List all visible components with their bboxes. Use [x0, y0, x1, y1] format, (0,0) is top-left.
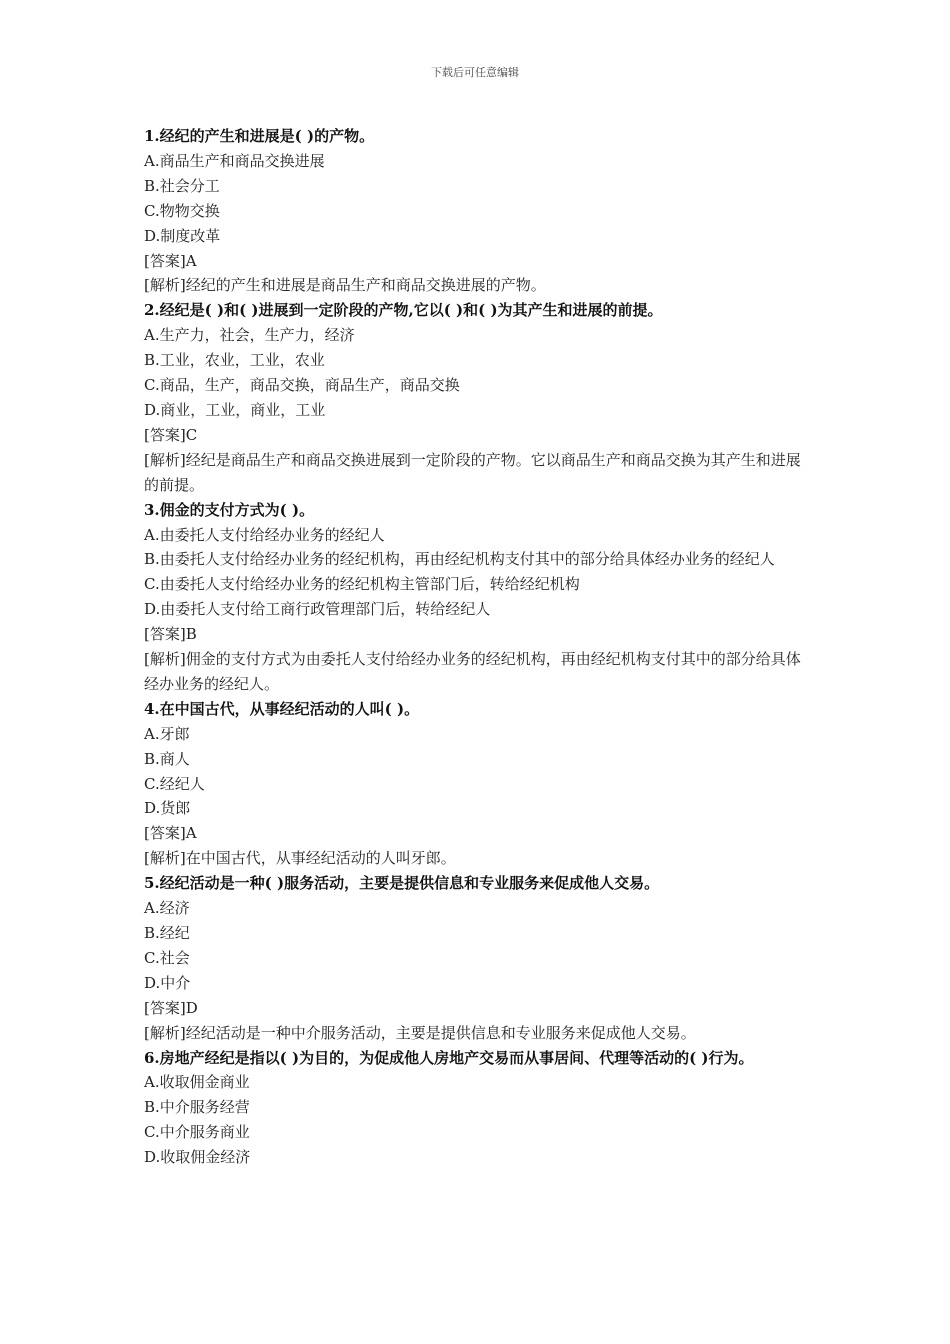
question-stem: 2.经纪是( )和( )进展到一定阶段的产物,它以( )和( )为其产生和进展的前提。: [144, 301, 663, 320]
analysis: [解析]经纪是商品生产和商品交换进展到一定阶段的产物。它以商品生产和商品交换为其产生和进展的前提。: [144, 450, 801, 494]
question-stem: 6.房地产经纪是指以( )为目的，为促成他人房地产交易而从事居间、代理等活动的( )行为。: [144, 1048, 754, 1067]
question-stem: 3.佣金的支付方式为( )。: [144, 500, 315, 519]
option-d: D.中介: [144, 973, 191, 992]
option-d: D.收取佣金经济: [144, 1148, 251, 1167]
page-header: 下载后可任意编辑: [431, 66, 519, 79]
answer: [答案]A: [144, 251, 197, 270]
question-block: [144, 1046, 808, 1171]
question-block: [144, 298, 808, 497]
option-b: B.商人: [144, 749, 190, 768]
answer: [答案]D: [144, 998, 198, 1017]
option-b: B.中介服务经营: [144, 1098, 250, 1117]
question-stem: 4.在中国古代，从事经纪活动的人叫( )。: [144, 699, 420, 718]
option-a: A.经济: [144, 899, 190, 918]
option-c: C.由委托人支付给经办业务的经纪机构主管部门后，转给经纪机构: [144, 575, 580, 594]
option-a: A.收取佣金商业: [144, 1073, 250, 1092]
option-a: A.由委托人支付给经办业务的经纪人: [144, 525, 385, 544]
analysis: [解析]在中国古代，从事经纪活动的人叫牙郎。: [144, 849, 456, 868]
option-b: B.由委托人支付给经办业务的经纪机构，再由经纪机构支付其中的部分给具体经办业务的经纪人: [144, 550, 775, 569]
option-a: A.商品生产和商品交换进展: [144, 151, 325, 170]
option-b: B.经纪: [144, 924, 190, 942]
analysis: [解析]经纪的产生和进展是商品生产和商品交换进展的产物。: [144, 276, 546, 295]
option-b: B.社会分工: [144, 176, 220, 195]
answer: [答案]A: [144, 824, 197, 843]
question-block: [144, 498, 808, 697]
option-d: D.商业，工业，商业，工业: [144, 400, 326, 419]
option-b: B.工业，农业，工业，农业: [144, 351, 325, 370]
option-c: C.经纪人: [144, 774, 205, 793]
answer: [答案]B: [144, 625, 197, 644]
answer: [答案]C: [144, 425, 198, 444]
option-d: D.货郎: [144, 799, 191, 818]
analysis: [解析]佣金的支付方式为由委托人支付给经办业务的经纪机构，再由经纪机构支付其中的部分给具体经办业务的经纪人。: [144, 650, 801, 693]
option-a: A.生产力，社会，生产力，经济: [144, 326, 355, 345]
option-d: D.制度改革: [144, 226, 221, 245]
option-c: C.商品，生产，商品交换，商品生产，商品交换: [144, 376, 460, 395]
analysis: [解析]经纪活动是一种中介服务活动，主要是提供信息和专业服务来促成他人交易。: [144, 1023, 696, 1042]
question-block: [144, 871, 808, 1045]
document-body: [144, 124, 808, 1170]
option-c: C.中介服务商业: [144, 1123, 250, 1142]
option-c: C.社会: [144, 948, 190, 967]
question-block: [144, 697, 808, 871]
option-c: C.物物交换: [144, 201, 220, 220]
question-stem: 5.经纪活动是一种( )服务活动，主要是提供信息和专业服务来促成他人交易。: [144, 874, 660, 893]
question-stem: 1.经纪的产生和进展是( )的产物。: [144, 127, 375, 145]
question-block: [144, 124, 808, 298]
option-a: A.牙郎: [144, 724, 190, 743]
option-d: D.由委托人支付给工商行政管理部门后，转给经纪人: [144, 600, 491, 619]
